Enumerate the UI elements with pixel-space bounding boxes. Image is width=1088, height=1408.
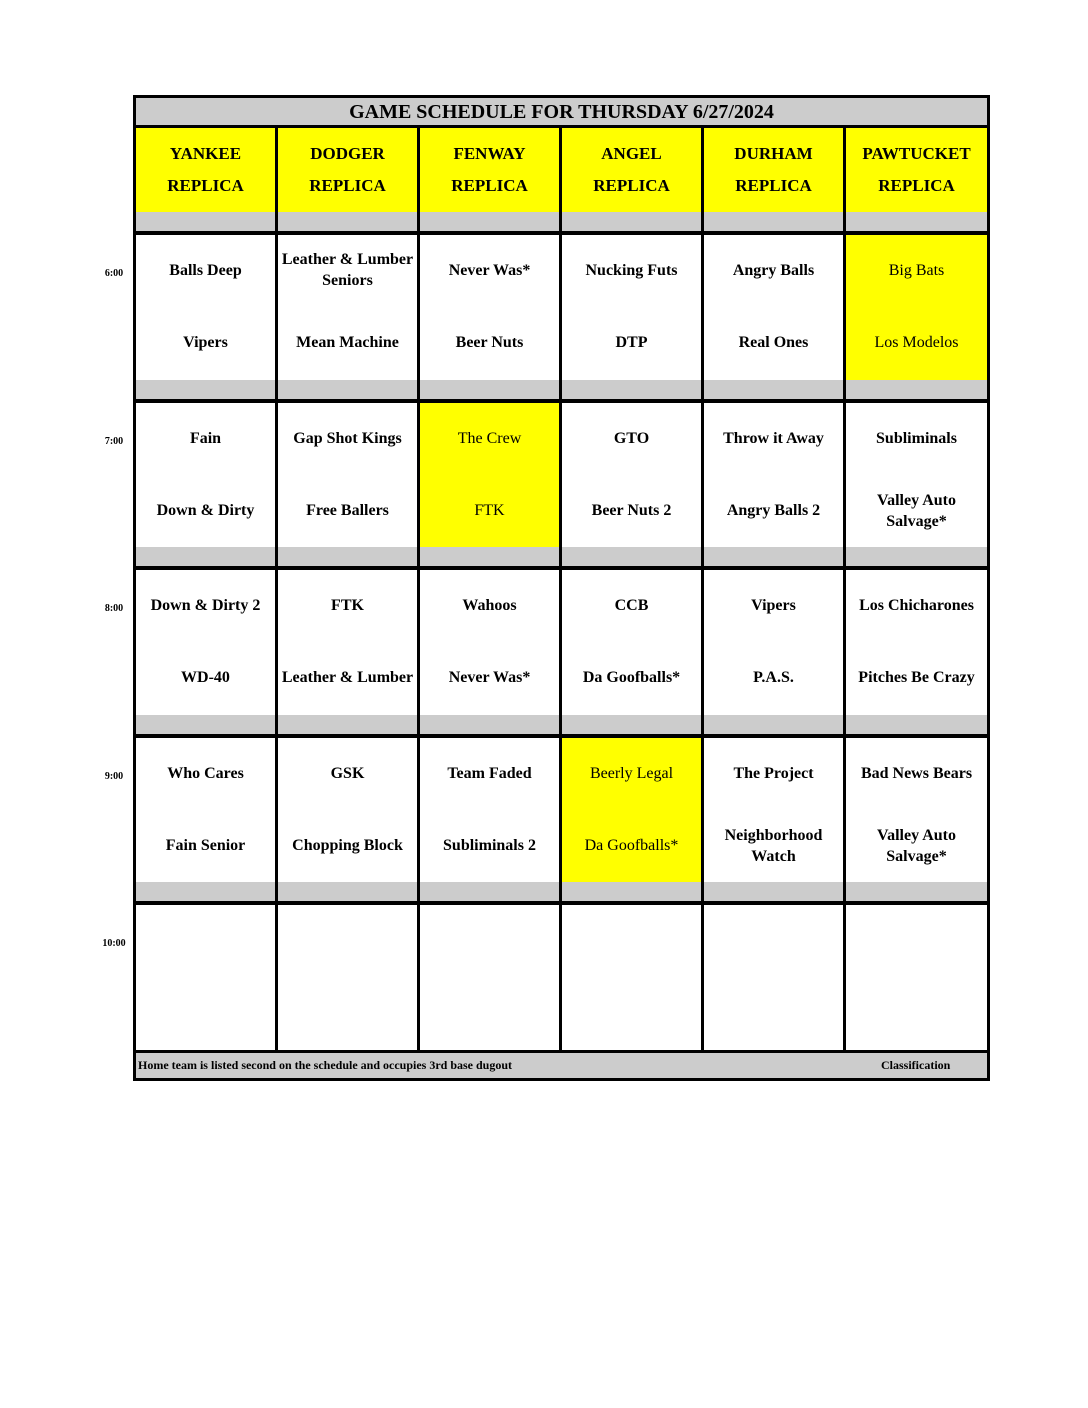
game-cell [562,235,701,380]
away-team [420,905,559,977]
spacer-band [846,380,987,399]
field-name: PAWTUCKET [862,144,971,163]
spacer-band [278,715,417,734]
spacer-band [846,882,987,901]
spacer-band [562,882,701,901]
game-cell [278,235,417,380]
field-subtitle: REPLICA [451,176,528,195]
game-cell [278,738,417,883]
away-team: The Project [733,764,814,782]
game-cell [846,235,987,380]
game-cell [562,403,701,548]
home-team-note: Home team is listed second on the schedule and occupies 3rd base dugout [138,1058,513,1072]
time-label: 10:00 [102,938,126,949]
spacer-band [420,715,559,734]
away-team: Wahoos [462,596,517,614]
home-team [846,977,987,1050]
home-team: Valley Auto Salvage* [877,491,956,530]
home-team [136,977,275,1050]
spacer-band [136,212,275,231]
away-team: Vipers [751,596,796,614]
field-name: DODGER [310,144,385,163]
home-team: P.A.S. [753,669,794,687]
home-team: Angry Balls 2 [726,502,821,520]
field-header [136,128,275,212]
game-cell [704,738,843,883]
field-subtitle: REPLICA [309,176,386,195]
home-team: Leather & Lumber [281,669,414,687]
spacer-band [136,380,275,399]
game-cell [136,235,275,380]
spacer-band [704,715,843,734]
spacer-band [420,547,559,566]
time-label: 7:00 [104,436,124,447]
spacer-band [562,212,701,231]
away-team: GTO [613,429,650,447]
game-cell [420,235,559,380]
home-team: Vipers [183,334,228,352]
spacer-band [562,380,701,399]
home-team: Chopping Block [292,837,403,855]
away-team [136,905,275,977]
field-header [704,128,843,212]
field-header [846,128,987,212]
field-name: ANGEL [601,144,662,163]
time-label: 6:00 [104,268,124,279]
field-name: DURHAM [734,144,813,163]
field-name: YANKEE [169,144,242,163]
field-subtitle: REPLICA [167,176,244,195]
game-cell [846,570,987,715]
home-team: Los Modelos [874,334,959,352]
away-team: Los Chicharones [859,596,974,614]
spacer-band [846,547,987,566]
away-team [704,905,843,977]
time-label: 9:00 [104,771,124,782]
home-team: Subliminals 2 [443,837,536,855]
classification-label: Classification [881,1058,951,1072]
home-team: Mean Machine [296,334,399,352]
game-cell [136,570,275,715]
away-team: Angry Balls [732,261,815,279]
schedule-table [133,95,990,1081]
game-cell [562,738,701,883]
spacer-band [420,380,559,399]
away-team [278,905,417,977]
spacer-band [136,715,275,734]
game-cell [420,905,559,1050]
footer-bar [136,1053,987,1078]
field-subtitle: REPLICA [735,176,812,195]
away-team: The Crew [457,429,522,447]
home-team: FTK [474,502,505,520]
spacer-band [420,882,559,901]
away-team: Down & Dirty 2 [150,596,261,614]
home-team [562,977,701,1050]
home-team [278,977,417,1050]
field-header [278,128,417,212]
away-team: Fain [189,429,222,447]
game-cell [278,570,417,715]
home-team: Never Was* [448,669,531,687]
field-header [562,128,701,212]
home-team: Neighborhood Watch [724,826,823,865]
away-team: Gap Shot Kings [293,429,402,447]
game-cell [846,403,987,548]
spacer-band [562,547,701,566]
home-team [704,977,843,1050]
field-name: FENWAY [453,144,526,163]
spacer-band [278,547,417,566]
game-cell [420,738,559,883]
home-team: Free Ballers [306,502,389,520]
field-subtitle: REPLICA [593,176,670,195]
spacer-band [136,547,275,566]
spacer-band [278,380,417,399]
home-team: Beer Nuts 2 [591,502,672,520]
home-team: WD-40 [181,669,230,687]
away-team: FTK [331,596,364,614]
away-team: Bad News Bears [860,764,973,782]
spacer-band [704,882,843,901]
game-cell [846,905,987,1050]
game-cell [136,403,275,548]
game-cell [704,403,843,548]
home-team: Real Ones [738,334,809,352]
home-team [420,977,559,1050]
away-team: Throw it Away [723,429,824,447]
spacer-band [704,547,843,566]
spacer-band [278,212,417,231]
game-cell [420,570,559,715]
away-team: Balls Deep [169,261,242,279]
away-team: Big Bats [888,261,945,279]
game-cell [278,905,417,1050]
field-subtitle: REPLICA [878,176,955,195]
time-label: 8:00 [104,603,124,614]
spacer-band [562,715,701,734]
away-team: Nucking Futs [585,261,678,279]
away-team: Who Cares [167,764,244,782]
home-team: Beer Nuts [455,334,524,352]
home-team: DTP [615,334,648,352]
spacer-band [846,715,987,734]
spacer-band [136,882,275,901]
home-team: Down & Dirty [156,502,255,520]
game-cell [562,905,701,1050]
away-team [846,905,987,977]
field-header [420,128,559,212]
away-team: Beerly Legal [589,764,674,782]
home-team: Fain Senior [165,837,246,855]
away-team: Subliminals [876,429,957,447]
game-cell [704,235,843,380]
home-team: Da Goofballs* [584,837,679,855]
spacer-band [278,882,417,901]
spacer-band [846,212,987,231]
game-cell [704,905,843,1050]
spacer-band [704,380,843,399]
home-team: Da Goofballs* [582,669,681,687]
spacer-band [704,212,843,231]
game-cell [846,738,987,883]
home-team: Valley Auto Salvage* [877,826,956,865]
away-team: GSK [330,764,365,782]
away-team: CCB [614,596,649,614]
schedule-title: GAME SCHEDULE FOR THURSDAY 6/27/2024 [136,98,987,125]
game-cell [704,570,843,715]
away-team: Leather & Lumber Seniors [281,251,414,289]
game-cell [562,570,701,715]
away-team: Team Faded [447,764,532,782]
away-team [562,905,701,977]
away-team: Never Was* [448,261,531,279]
spacer-band [420,212,559,231]
game-cell [420,403,559,548]
game-cell [278,403,417,548]
game-cell [136,905,275,1050]
game-cell [136,738,275,883]
home-team: Pitches Be Crazy [858,669,975,687]
